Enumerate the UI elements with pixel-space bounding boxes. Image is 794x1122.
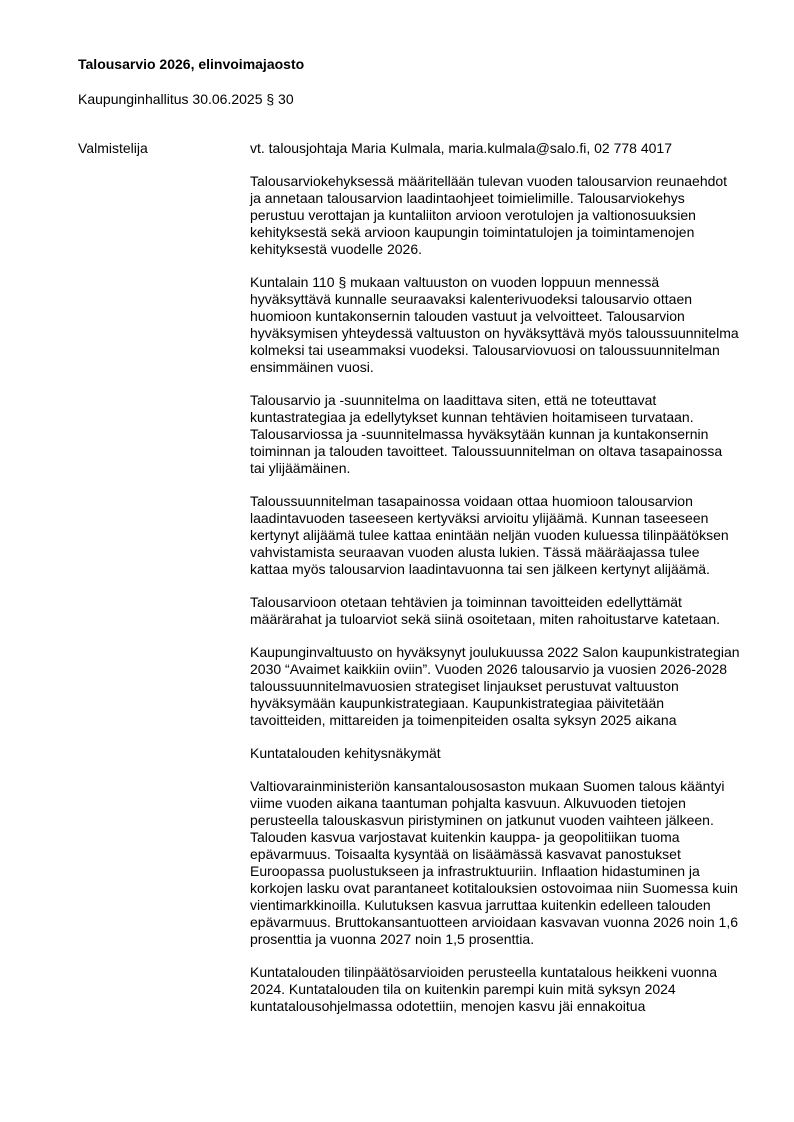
paragraph: Kuntatalouden tilinpäätösarvioiden perusteella kuntatalous heikkeni vuonna 2024. Kuntatalouden tila on kuitenkin parempi kuin mitä syksyn 2024 kuntatalousohjelmassa odotettiin, menojen kasvu jäi ennakoitua [250,964,717,1014]
paragraph: Talousarviokehyksessä määritellään tulevan vuoden talousarvion reunaehdot ja annetaan talousarvion laadintaohjeet toimielimille. Talousarviokehys perustuu verottajan ja kuntaliiton arvioon verotulojen ja valtionosuuksien kehityksestä sekä arvioon kaupungin toimintatulojen ja toimintamenojen kehityksestä vuodelle 2026. [250,173,728,257]
meeting-reference: Kaupunginhallitus 30.06.2025 § 30 [78,91,294,107]
paragraph: Valtiovarainministeriön kansantalousosaston mukaan Suomen talous kääntyi viime vuoden aikana taantuman pohjalta kasvuun. Alkuvuoden tietojen perusteella talouskasvun piristyminen on jatkunut vuoden vaihteen jälkeen. Talouden kasvua varjostavat kuitenkin kauppa- ja geopolitiikan tuoma epävarmuus. Toisaalta kysyntää on lisäämässä kasvavat panostukset Euroopassa puolustukseen ja infrastruktuuriin. Inflaation hidastuminen ja korkojen lasku ovat parantaneet kotitalouksien ostovoimaa niin Suomessa kuin vientimarkkinoilla. Kulutuksen kasvua jarruttaa kuitenkin edelleen talouden epävarmuus. Bruttokansantuotteen arvioidaan kasvavan vuonna 2026 noin 1,6 prosenttia ja vuonna 2027 noin 1,5 prosenttia. [250,778,739,947]
section-heading: Kuntatalouden kehitysnäkymät [250,745,441,761]
document-body [250,140,740,1031]
paragraph: Kuntalain 110 § mukaan valtuuston on vuoden loppuun mennessä hyväksyttävä kunnalle seuraavaksi kalenterivuodeksi talousarvio ottaen huomioon kuntakonsernin talouden vastuut ja velvoitteet. Talousarvion hyväksymisen yhteydessä valtuuston on hyväksyttävä myös taloussuunnitelma kolmeksi tai useammaksi vuodeksi. Talousarviovuosi on taloussuunnitelman ensimmäinen vuosi. [250,274,739,375]
document-title: Talousarvio 2026, elinvoimajaosto [78,56,305,72]
paragraph: Kaupunginvaltuusto on hyväksynyt joulukuussa 2022 Salon kaupunkistrategian 2030 “Avaimet kaikkiin oviin”. Vuoden 2026 talousarvio ja vuosien 2026-2028 taloussuunnitelmavuosien strategiset linjaukset perustuvat valtuuston hyväksymään kaupunkistrategiaan. Kaupunkistrategiaa päivitetään tavoitteiden, mittareiden ja toimenpiteiden osalta syksyn 2025 aikana [250,644,740,728]
preparer-contact: vt. talousjohtaja Maria Kulmala, maria.kulmala@salo.fi, 02 778 4017 [250,140,672,156]
preparer-label: Valmistelija [78,140,148,156]
paragraph: Talousarvioon otetaan tehtävien ja toiminnan tavoitteiden edellyttämät määrärahat ja tuloarviot sekä siinä osoitetaan, miten rahoitustarve katetaan. [250,594,721,627]
paragraph: Talousarvio ja -suunnitelma on laadittava siten, että ne toteuttavat kuntastrategiaa ja edellytykset kunnan tehtävien hoitamiseen turvataan. Talousarviossa ja -suunnitelmassa hyväksytään kunnan ja kuntakonsernin toiminnan ja talouden tavoitteet. Taloussuunnitelman on oltava tasapainossa tai ylijäämäinen. [250,392,723,476]
paragraph: Taloussuunnitelman tasapainossa voidaan ottaa huomioon talousarvion laadintavuoden taseeseen kertyväksi arvioitu ylijäämä. Kunnan taseeseen kertynyt alijäämä tulee kattaa enintään neljän vuoden kuluessa tilinpäätöksen vahvistamista seuraavan vuoden alusta lukien. Tässä määräajassa tulee kattaa myös talousarvion laadintavuonna tai sen jälkeen kertynyt alijäämä. [250,493,729,577]
